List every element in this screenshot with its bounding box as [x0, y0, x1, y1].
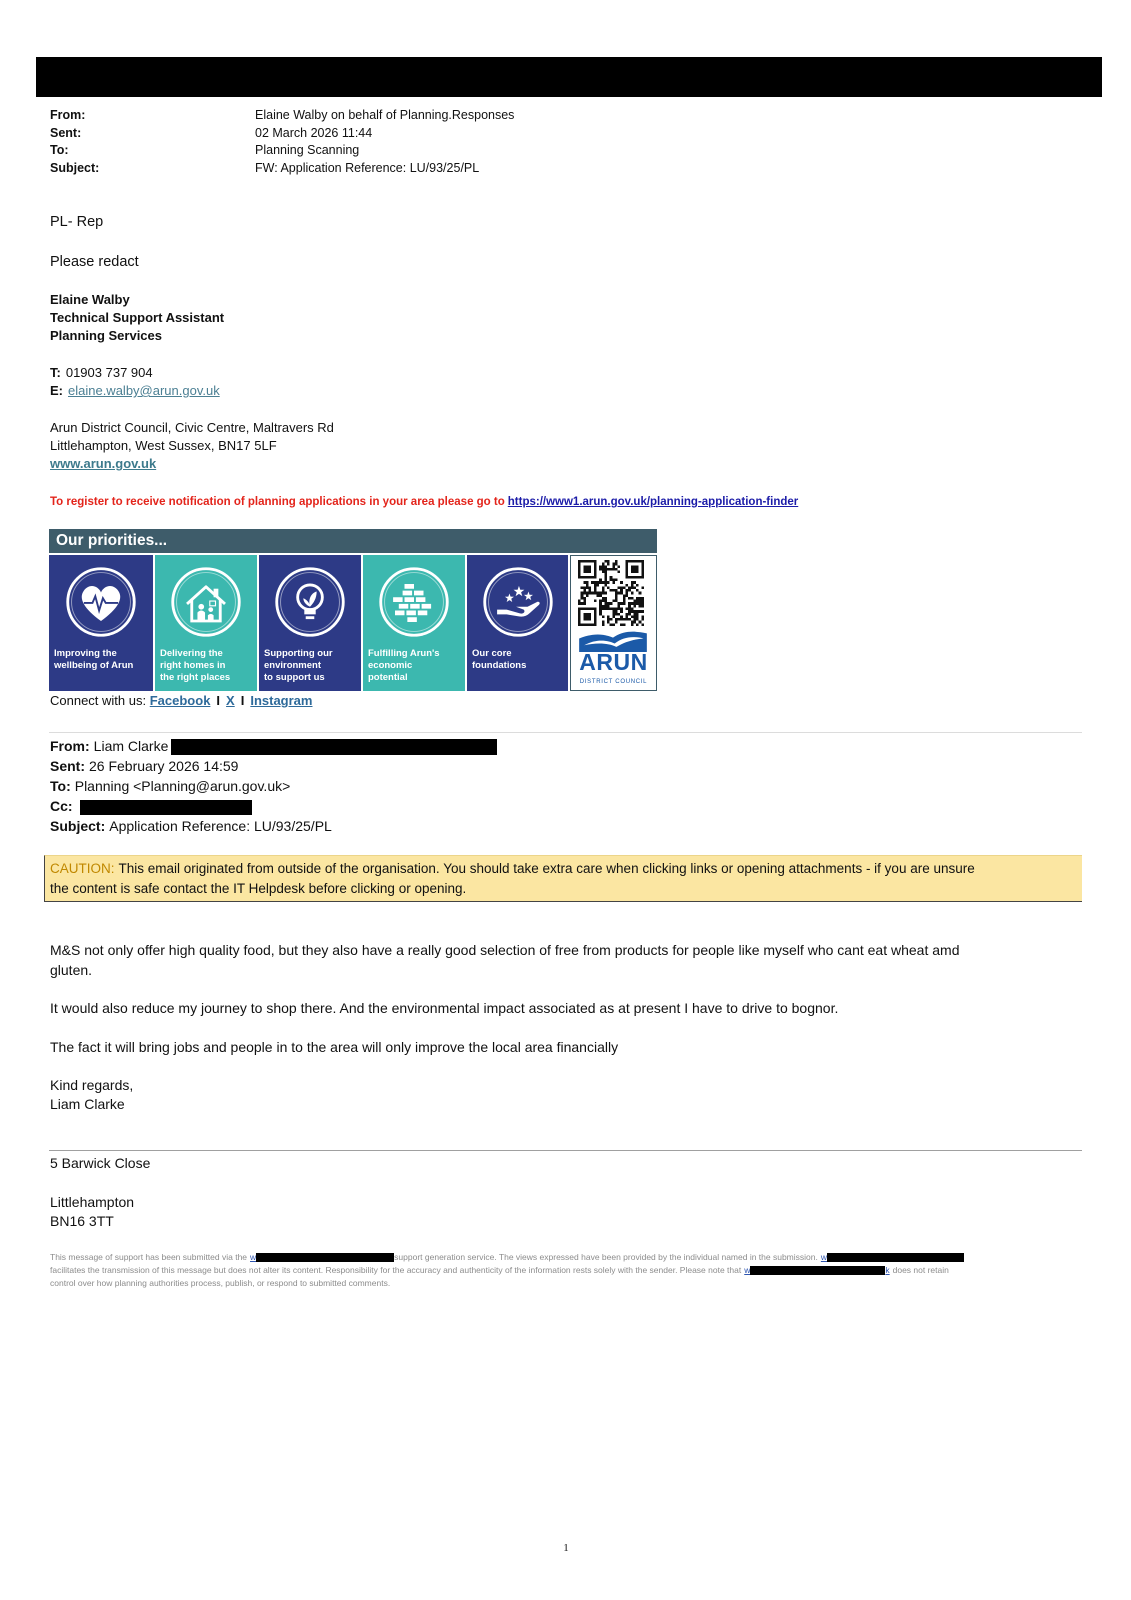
cc-label: Cc:	[50, 798, 73, 814]
header-value: Elaine Walby on behalf of Planning.Responses	[255, 108, 515, 122]
sender-postcode: BN16 3TT	[50, 1213, 114, 1229]
council-address	[50, 419, 334, 473]
subject-value: Application Reference: LU/93/25/PL	[109, 818, 332, 834]
social-separator: I	[240, 693, 245, 708]
sent-value: 26 February 2026 14:59	[89, 758, 239, 774]
header-label: Sent:	[50, 125, 82, 140]
instagram-link[interactable]: Instagram	[250, 693, 313, 708]
priority-tile-label: Fulfilling Arun's economic potential	[368, 648, 440, 683]
original-to-row	[50, 776, 497, 796]
redaction-box	[750, 1266, 885, 1275]
message-line: M&S not only offer high quality food, but they also have a really good selection of free from products for people like myself who cant eat wheat amd	[50, 942, 960, 958]
header-value: 02 March 2026 11:44	[255, 125, 373, 140]
email-label: E:	[50, 383, 63, 398]
signature-department: Planning Services	[50, 328, 162, 343]
caution-line-1	[50, 859, 1082, 879]
sender-name: Liam Clarke	[50, 1096, 125, 1112]
caution-line-2: the content is safe contact the IT Helpdesk before clicking or opening.	[50, 881, 467, 896]
phone-label: T:	[50, 365, 61, 380]
planning-notice	[50, 494, 798, 510]
header-label: Subject:	[50, 161, 100, 176]
original-email-header	[50, 736, 497, 836]
divider	[49, 1150, 1082, 1151]
brick-wall-icon	[376, 564, 452, 640]
forward-note: PL- Rep	[50, 214, 104, 230]
to-label: To:	[50, 778, 71, 794]
header-label: From:	[50, 108, 86, 122]
address-line-1: Arun District Council, Civic Centre, Maltravers Rd	[50, 420, 334, 435]
header-label: To:	[50, 143, 69, 158]
priority-tile-label: Delivering the right homes in the right places	[160, 648, 231, 683]
signature-block	[50, 291, 224, 345]
social-links	[50, 693, 312, 709]
heart-pulse-icon	[63, 564, 139, 640]
priority-tile-homes	[155, 555, 257, 691]
header-row-to	[50, 142, 514, 160]
phone-number: 01903 737 904	[65, 365, 153, 380]
signature-name: Elaine Walby	[50, 292, 130, 307]
sender-street: 5 Barwick Close	[50, 1155, 151, 1171]
redaction-bar	[36, 57, 1102, 97]
sender-town: Littlehampton	[50, 1194, 135, 1210]
arun-logo-wordmark: ARUN	[579, 649, 648, 675]
priority-tile-wellbeing	[49, 555, 153, 691]
forward-instruction: Please redact	[50, 254, 139, 270]
message-signoff	[50, 1076, 133, 1114]
priority-tile-foundations	[467, 555, 568, 691]
arun-logo-subtitle: DISTRICT COUNCIL	[579, 679, 648, 685]
disclaimer-line-1	[50, 1251, 964, 1264]
facebook-link[interactable]: Facebook	[149, 693, 211, 708]
planning-finder-link[interactable]: https://www1.arun.gov.uk/planning-application-finder	[507, 496, 799, 508]
header-value: Planning Scanning	[255, 143, 360, 158]
message-paragraph-3: The fact it will bring jobs and people in to the area will only improve the local area financially	[50, 1039, 619, 1055]
disclaimer-text: does not retain	[892, 1265, 949, 1275]
hand-stars-icon	[480, 564, 556, 640]
priority-tile-economy	[363, 555, 465, 691]
redacted-link[interactable]: w	[744, 1265, 751, 1275]
caution-text: This email originated from outside of the organisation. You should take extra care when clicking links or opening attachments - if you are unsure	[118, 861, 975, 876]
sender-address	[50, 1193, 134, 1231]
social-separator: I	[216, 693, 221, 708]
caution-label: CAUTION:	[50, 861, 115, 876]
redaction-box	[256, 1253, 394, 1262]
x-link[interactable]: X	[226, 693, 235, 708]
to-value: Planning <Planning@arun.gov.uk>	[74, 778, 291, 794]
from-value: Liam Clarke	[93, 738, 169, 754]
caution-banner	[44, 855, 1082, 902]
redacted-link[interactable]: w	[820, 1252, 827, 1262]
contact-block	[50, 364, 220, 400]
priority-tile-environment	[259, 555, 361, 691]
priority-tile-label: Supporting our environment to support us	[264, 648, 333, 683]
phone-row	[50, 364, 220, 382]
qr-logo-tile	[570, 555, 657, 691]
message-paragraph-1	[50, 940, 959, 980]
redaction-box	[80, 800, 252, 815]
original-subject-row	[50, 816, 497, 836]
signature-job-title: Technical Support Assistant	[50, 310, 225, 325]
email-row	[50, 382, 220, 400]
message-line: gluten.	[50, 962, 93, 978]
redacted-link[interactable]: w	[250, 1252, 257, 1262]
disclaimer	[50, 1251, 964, 1290]
original-sent-row	[50, 756, 497, 776]
redaction-box	[171, 739, 497, 755]
from-label: From:	[50, 738, 90, 754]
priorities-banner	[49, 529, 657, 691]
social-label: Connect with us:	[50, 693, 147, 708]
house-family-icon	[168, 564, 244, 640]
notice-text: To register to receive notification of planning applications in your area please go to	[50, 496, 505, 508]
redacted-link[interactable]: k	[885, 1265, 890, 1275]
disclaimer-line-3: control over how planning authorities process, publish, or respond to submitted comments.	[50, 1278, 391, 1288]
divider	[49, 732, 1082, 733]
closing: Kind regards,	[50, 1077, 134, 1093]
subject-label: Subject:	[50, 818, 106, 834]
priority-tile-label: Our core foundations	[472, 648, 527, 671]
disclaimer-text: support generation service. The views expressed have been provided by the individual named in the submission.	[394, 1252, 818, 1262]
disclaimer-text: This message of support has been submitted via the	[50, 1252, 248, 1262]
forward-email-header	[50, 107, 514, 178]
header-value: FW: Application Reference: LU/93/25/PL	[255, 161, 480, 176]
lightbulb-leaf-icon	[272, 564, 348, 640]
header-row-subject	[50, 160, 514, 178]
header-row-sent	[50, 125, 514, 143]
address-line-2: Littlehampton, West Sussex, BN17 5LF	[50, 438, 277, 453]
sent-label: Sent:	[50, 758, 85, 774]
header-row-from	[50, 107, 514, 125]
original-cc-row	[50, 796, 497, 816]
email-link[interactable]: elaine.walby@arun.gov.uk	[68, 383, 220, 398]
original-from-row	[50, 736, 497, 756]
page-number: 1	[563, 1542, 569, 1554]
message-paragraph-2: It would also reduce my journey to shop there. And the environmental impact associated as at present I have to drive to bognor.	[50, 1000, 839, 1016]
priority-tile-label: Improving the wellbeing of Arun	[54, 648, 134, 671]
qr-code-icon[interactable]	[578, 560, 644, 626]
redaction-box	[827, 1253, 964, 1262]
disclaimer-text: facilitates the transmission of this message but does not alter its content. Responsibility for the accuracy and authenticity of the information rests solely with the sender. Please note that	[50, 1265, 742, 1275]
banner-title: Our priorities...	[49, 529, 657, 553]
website-link[interactable]: www.arun.gov.uk	[50, 456, 157, 471]
disclaimer-line-2	[50, 1264, 964, 1277]
